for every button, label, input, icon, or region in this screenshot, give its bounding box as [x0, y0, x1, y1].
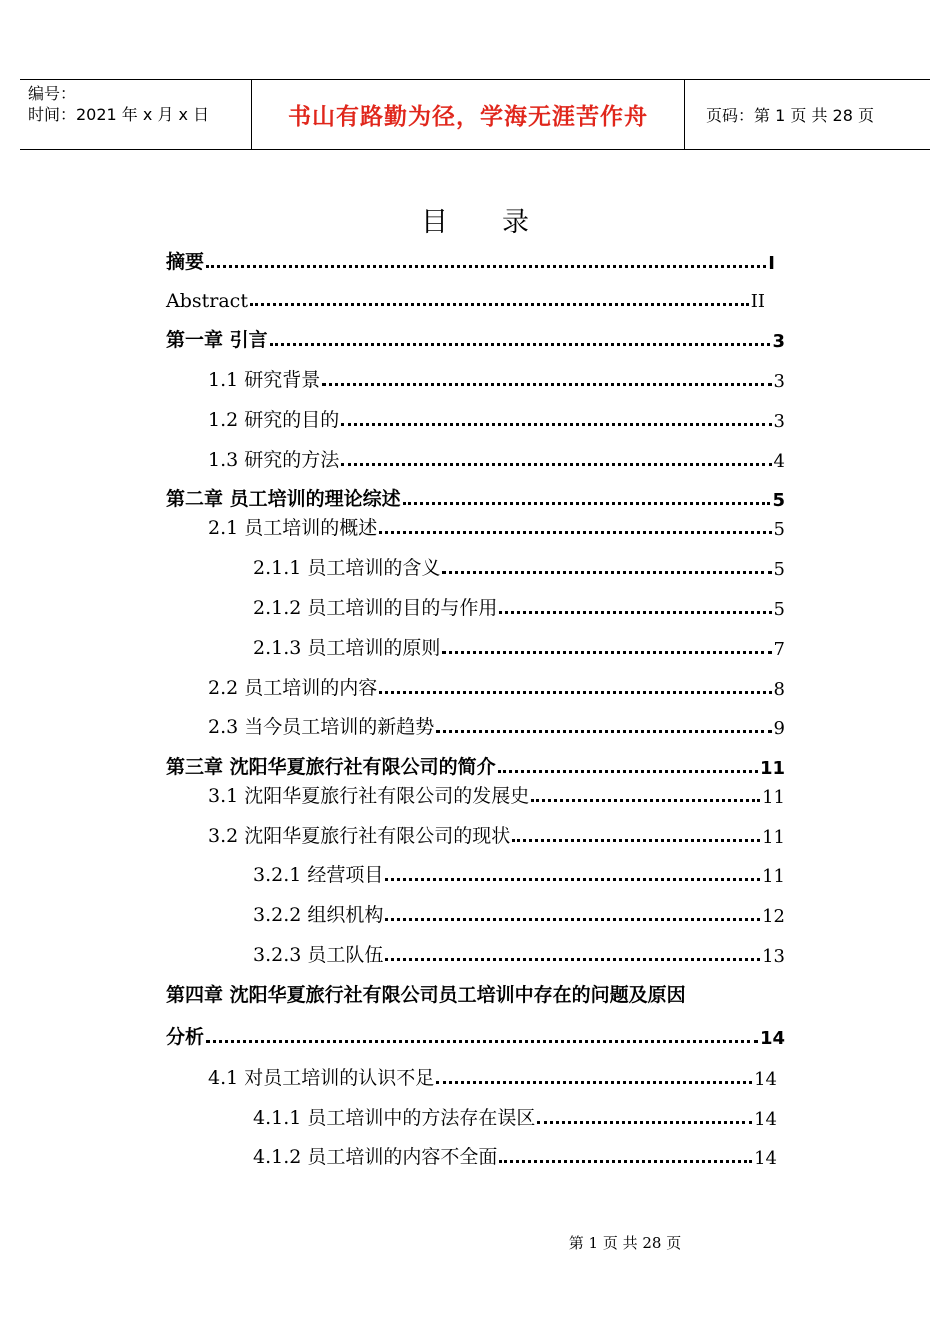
toc-entry[interactable] — [253, 1102, 785, 1130]
toc-entry-label: 第二章 员工培训的理论综述 — [166, 488, 401, 510]
toc-entry-label: 3.2 沈阳华夏旅行社有限公司的现状 — [208, 825, 511, 847]
toc-entry[interactable] — [166, 246, 785, 274]
toc-entry-label: 1.2 研究的目的 — [208, 409, 340, 431]
toc-leader-dots — [206, 259, 766, 268]
toc-entry[interactable] — [166, 1021, 785, 1049]
page-footer: 第 1 页 共 28 页 — [568, 1234, 682, 1252]
header-page-number: 页码：第 1 页 共 28 页 — [706, 106, 874, 125]
toc-entry[interactable] — [166, 751, 785, 779]
toc-leader-dots — [403, 496, 771, 505]
header-page-cell — [684, 80, 930, 149]
toc-entry-label: 3.2.3 员工队伍 — [253, 944, 384, 966]
toc-entry[interactable] — [208, 404, 785, 432]
toc-entry-label: 4.1 对员工培训的认识不足 — [208, 1067, 435, 1089]
toc-entry-label: 第三章 沈阳华夏旅行社有限公司的简介 — [166, 756, 496, 778]
toc-leader-dots — [537, 1115, 752, 1124]
toc-entry[interactable] — [208, 444, 785, 472]
header-motto-cell — [251, 80, 685, 149]
toc-entry-label: 4.1.1 员工培训中的方法存在误区 — [253, 1107, 536, 1129]
toc-leader-dots — [379, 525, 771, 534]
toc-leader-dots — [341, 457, 771, 466]
toc-entry-label: 摘要 — [166, 251, 205, 273]
toc-entry-page: 14 — [759, 1028, 785, 1049]
toc-entry[interactable] — [208, 711, 785, 739]
toc-entry-page: 14 — [754, 1109, 777, 1130]
toc-entry-label: 2.3 当今员工培训的新趋势 — [208, 716, 435, 738]
toc-leader-dots — [499, 1154, 752, 1163]
toc-entry-label: 3.2.1 经营项目 — [253, 864, 384, 886]
toc-entry-label: 1.3 研究的方法 — [208, 449, 340, 471]
toc-entry[interactable] — [208, 820, 785, 848]
toc-title: 目录 — [421, 207, 583, 238]
toc-entry[interactable] — [253, 939, 785, 967]
toc-entry[interactable] — [253, 632, 785, 660]
toc-leader-dots — [250, 297, 749, 306]
toc-entry-label: 1.1 研究背景 — [208, 369, 321, 391]
document-number-label: 编号： — [28, 84, 77, 103]
toc-entry[interactable] — [253, 1141, 785, 1169]
toc-entry-page: 3 — [772, 331, 785, 352]
toc-entry-label: Abstract — [166, 290, 248, 312]
toc-entry[interactable] — [166, 483, 785, 511]
toc-entry-page: 9 — [773, 718, 785, 739]
toc-leader-dots — [531, 793, 760, 802]
toc-leader-dots — [385, 872, 760, 881]
toc-entry[interactable] — [253, 859, 785, 887]
toc-entry-page: 11 — [762, 787, 785, 808]
toc-entry-page: II — [750, 291, 765, 312]
toc-entry-label: 3.1 沈阳华夏旅行社有限公司的发展史 — [208, 785, 530, 807]
toc-entry-page: 5 — [773, 559, 785, 580]
toc-leader-dots — [322, 377, 771, 386]
toc-entry-label: 4.1.2 员工培训的内容不全面 — [253, 1146, 498, 1168]
toc-entry[interactable] — [208, 672, 785, 700]
toc-entry-page: 14 — [754, 1148, 777, 1169]
toc-entry-page: 3 — [773, 371, 785, 392]
toc-leader-dots — [436, 1075, 752, 1084]
toc-entry[interactable] — [208, 364, 785, 392]
toc-entry[interactable] — [253, 552, 785, 580]
document-header — [20, 79, 930, 150]
toc-entry[interactable] — [166, 324, 785, 352]
toc-leader-dots — [385, 952, 760, 961]
toc-entry-page: 11 — [762, 827, 785, 848]
toc-leader-dots — [385, 912, 760, 921]
toc-entry-page: 8 — [773, 679, 785, 700]
toc-leader-dots — [436, 724, 771, 733]
header-meta — [20, 80, 251, 149]
toc-entry-label: 2.1 员工培训的概述 — [208, 517, 378, 539]
header-motto: 书山有路勤为径，学海无涯苦作舟 — [288, 103, 648, 130]
toc-leader-dots — [498, 764, 758, 773]
toc-entry-page: 4 — [773, 451, 785, 472]
toc-chapter4-heading[interactable]: 第四章 沈阳华夏旅行社有限公司员工培训中存在的问题及原因 — [166, 984, 686, 1006]
toc-entry-label: 2.2 员工培训的内容 — [208, 677, 378, 699]
toc-leader-dots — [270, 337, 771, 346]
toc-entry-label: 第一章 引言 — [166, 329, 268, 351]
toc-entry-page: 5 — [772, 490, 785, 511]
toc-entry-label: 2.1.2 员工培训的目的与作用 — [253, 597, 498, 619]
toc-entry-page: 12 — [762, 906, 785, 927]
toc-entry[interactable] — [253, 899, 785, 927]
toc-leader-dots — [341, 417, 771, 426]
toc-entry[interactable] — [208, 1062, 785, 1090]
toc-entry-page: 11 — [762, 866, 785, 887]
toc-leader-dots — [512, 833, 760, 842]
toc-entry-label: 2.1.3 员工培训的原则 — [253, 637, 441, 659]
toc-entry-page: 14 — [754, 1069, 777, 1090]
toc-entry-page: 3 — [773, 411, 785, 432]
toc-entry-page: 5 — [773, 599, 785, 620]
toc-entry-page: 11 — [759, 758, 785, 779]
toc-entry[interactable] — [253, 592, 785, 620]
toc-entry-label: 2.1.1 员工培训的含义 — [253, 557, 441, 579]
toc-entry[interactable] — [166, 284, 785, 312]
toc-entry-page: 13 — [762, 946, 785, 967]
toc-leader-dots — [499, 605, 771, 614]
toc-entry[interactable] — [208, 780, 785, 808]
toc-entry-page: 5 — [773, 519, 785, 540]
toc-leader-dots — [206, 1034, 758, 1043]
toc-entry-page: I — [768, 253, 775, 274]
toc-leader-dots — [442, 565, 771, 574]
toc-entry-label: 分析 — [166, 1026, 205, 1048]
toc-leader-dots — [379, 685, 771, 694]
toc-entry-label: 3.2.2 组织机构 — [253, 904, 384, 926]
toc-entry[interactable] — [208, 512, 785, 540]
document-time-label: 时间：2021 年 x 月 x 日 — [28, 105, 210, 124]
toc-entry-page: 7 — [773, 639, 785, 660]
toc-leader-dots — [442, 645, 771, 654]
